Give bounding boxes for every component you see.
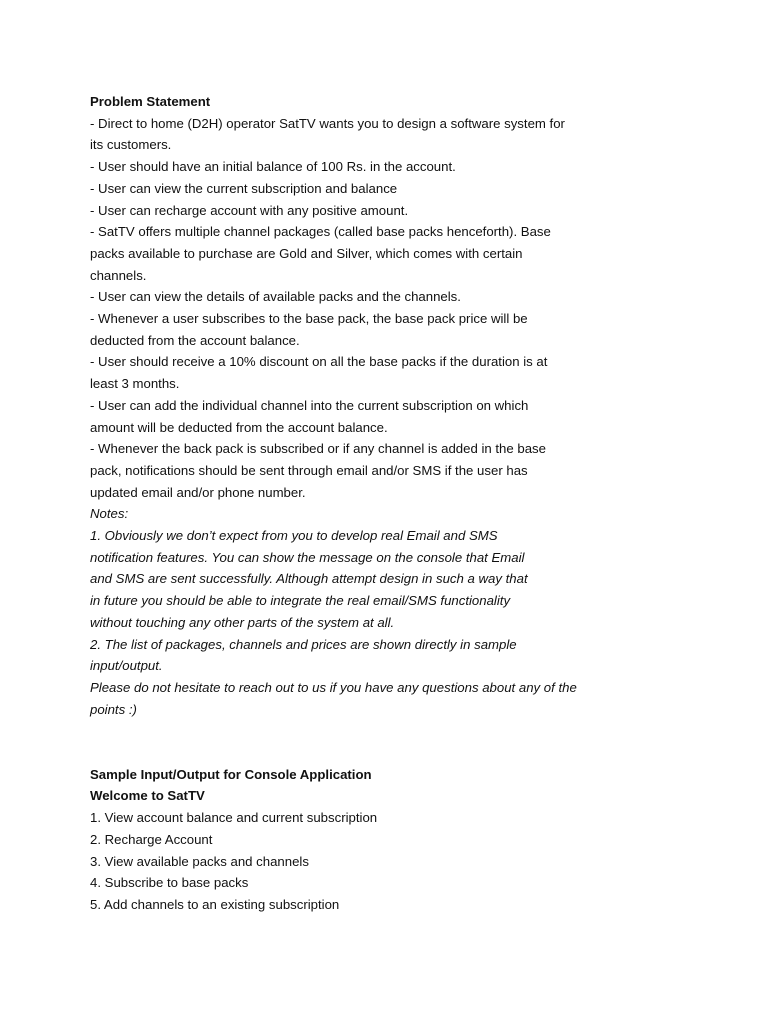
problem-line: updated email and/or phone number. bbox=[90, 484, 306, 500]
notes-heading: Notes: bbox=[90, 506, 129, 522]
problem-line: - Whenever the back pack is subscribed or if any channel is added in the base bbox=[90, 441, 546, 457]
problem-line: - Direct to home (D2H) operator SatTV wants you to design a software system for bbox=[90, 115, 565, 131]
problem-statement-heading: Problem Statement bbox=[90, 94, 211, 109]
notes-line: and SMS are sent successfully. Although attempt design in such a way that bbox=[90, 571, 528, 587]
welcome-text: Welcome to SatTV bbox=[90, 788, 205, 804]
menu-option: 4. Subscribe to base packs bbox=[90, 875, 249, 891]
problem-line: pack, notifications should be sent through email and/or SMS if the user has bbox=[90, 462, 528, 478]
sample-io-heading: Sample Input/Output for Console Application bbox=[90, 766, 372, 782]
problem-line: its customers. bbox=[90, 137, 172, 153]
problem-line: - User can view the current subscription and balance bbox=[90, 180, 398, 196]
menu-option: 1. View account balance and current subscription bbox=[90, 810, 378, 826]
notes-line: Please do not hesitate to reach out to us if you have any questions about any of the bbox=[90, 679, 577, 695]
problem-line: - User can recharge account with any positive amount. bbox=[90, 202, 409, 218]
problem-line: - User should receive a 10% discount on all the base packs if the duration is at bbox=[90, 354, 548, 370]
problem-line: - User can add the individual channel into the current subscription on which bbox=[90, 397, 529, 413]
notes-line: 1. Obviously we don’t expect from you to develop real Email and SMS bbox=[90, 528, 498, 544]
notes-line: notification features. You can show the message on the console that Email bbox=[90, 549, 525, 565]
problem-line: least 3 months. bbox=[90, 376, 180, 392]
menu-option: 5. Add channels to an existing subscription bbox=[90, 897, 340, 912]
section-spacer bbox=[90, 720, 610, 763]
menu-option: 2. Recharge Account bbox=[90, 831, 213, 847]
problem-line: - Whenever a user subscribes to the base pack, the base pack price will be bbox=[90, 311, 528, 327]
problem-line: deducted from the account balance. bbox=[90, 332, 300, 348]
notes-line: without touching any other parts of the system at all. bbox=[90, 614, 395, 630]
menu-option: 3. View available packs and channels bbox=[90, 853, 309, 869]
problem-line: packs available to purchase are Gold and Silver, which comes with certain bbox=[90, 245, 523, 261]
notes-line: 2. The list of packages, channels and prices are shown directly in sample bbox=[90, 636, 517, 652]
problem-line: - User can view the details of available packs and the channels. bbox=[90, 289, 461, 305]
problem-line: - User should have an initial balance of 100 Rs. in the account. bbox=[90, 159, 456, 175]
problem-line: - SatTV offers multiple channel packages (called base packs henceforth). Base bbox=[90, 224, 551, 240]
problem-line: amount will be deducted from the account balance. bbox=[90, 419, 388, 435]
notes-line: in future you should be able to integrate the real email/SMS functionality bbox=[90, 593, 511, 609]
notes-line: input/output. bbox=[90, 658, 163, 674]
problem-line: channels. bbox=[90, 267, 147, 283]
notes-line: points :) bbox=[90, 701, 137, 717]
document-page bbox=[90, 91, 610, 916]
